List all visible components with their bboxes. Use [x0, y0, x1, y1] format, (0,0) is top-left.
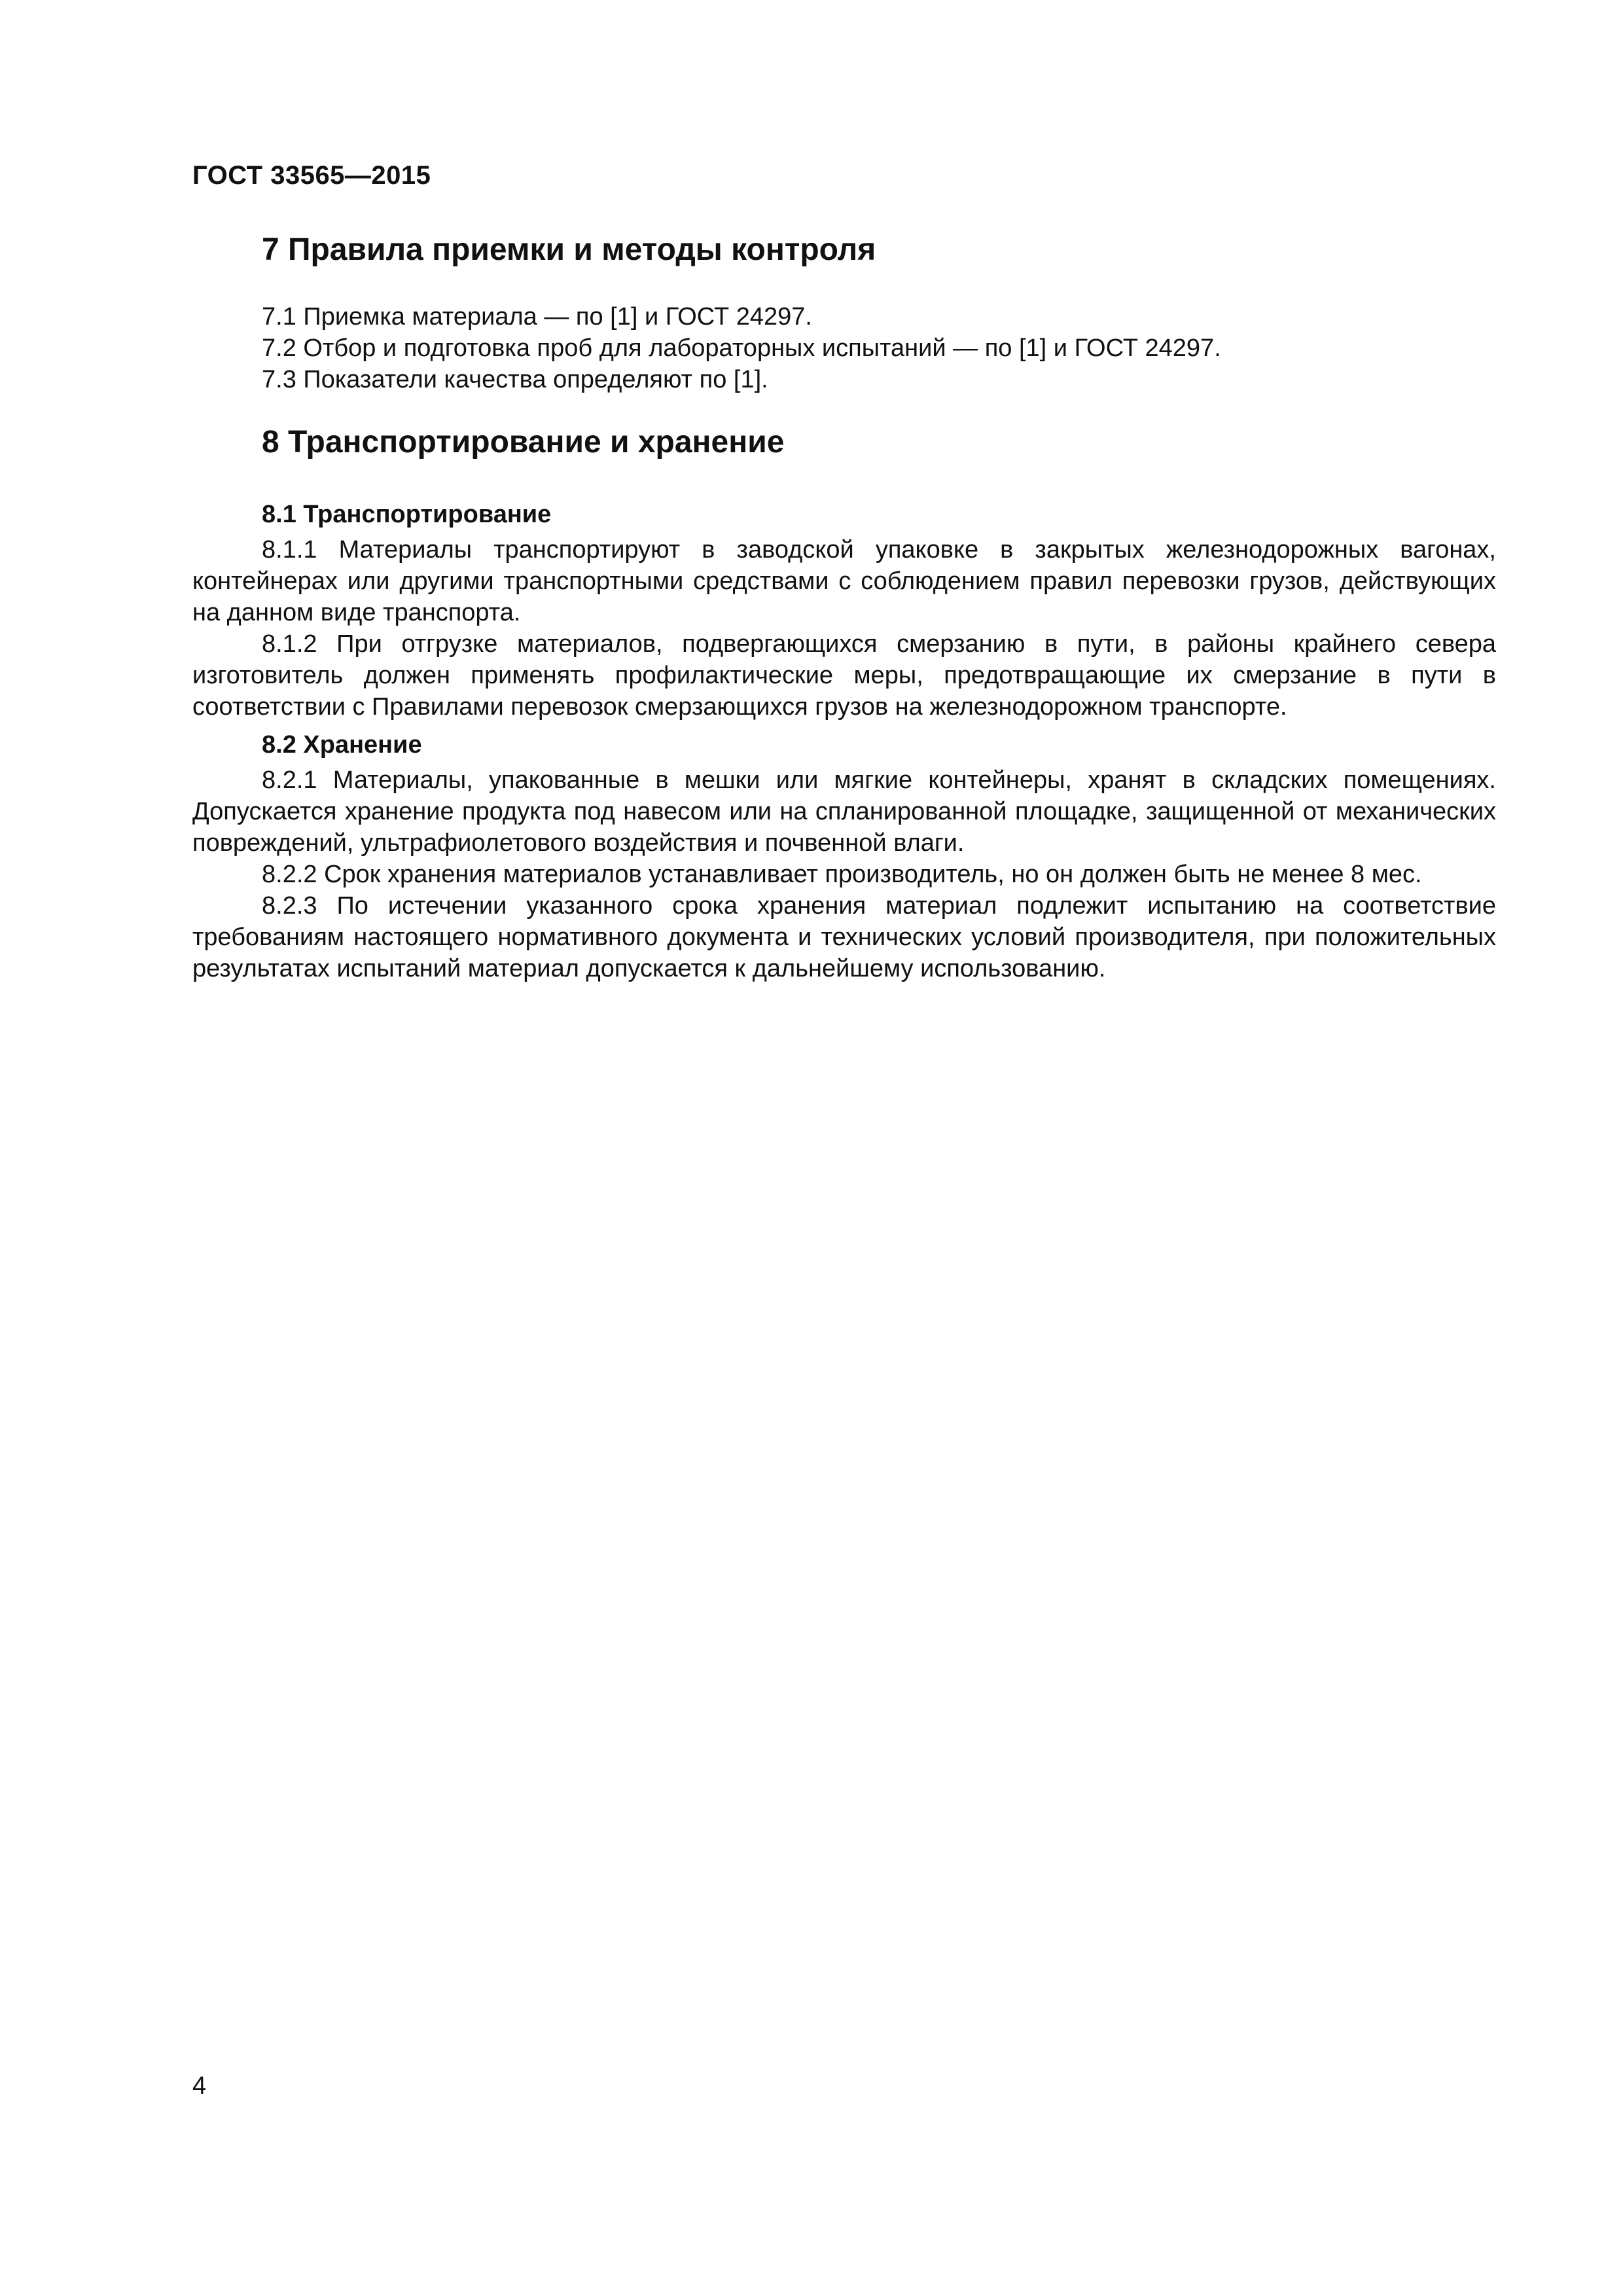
section-7-item-1: 7.1 Приемка материала — по [1] и ГОСТ 24297.: [262, 303, 812, 331]
page-number: 4: [192, 2072, 207, 2100]
paragraph-8-1-1: 8.1.1 Материалы транспортируют в заводской упаковке в закрытых железнодорожных вагонах, контейнерах или другими транспортными средствами с соблюдением правил перевозки грузов, действующих на данном виде транспорта.: [192, 536, 1496, 626]
paragraph-8-2-1: 8.2.1 Материалы, упакованные в мешки или мягкие контейнеры, хранят в складских помещениях. Допускается хранение продукта под навесом или на спланированной площадке, защищенной от механических повреждений, ультрафиолетового воздействия и почвенной влаги.: [192, 766, 1496, 857]
subsection-8-1-heading: 8.1 Транспортирование: [262, 501, 552, 528]
paragraph-8-2-3: 8.2.3 По истечении указанного срока хранения материал подлежит испытанию на соответствие требованиям настоящего нормативного документа и технических условий производителя, при положительных результатах испытаний материал допускается к дальнейшему использованию.: [192, 892, 1496, 982]
paragraph-8-2-2: 8.2.2 Срок хранения материалов устанавливает производитель, но он должен быть не менее 8 мес.: [262, 861, 1422, 888]
section-8-heading: 8 Транспортирование и хранение: [262, 425, 785, 459]
section-7-item-3: 7.3 Показатели качества определяют по [1].: [262, 366, 768, 393]
section-7-item-2: 7.2 Отбор и подготовка проб для лабораторных испытаний — по [1] и ГОСТ 24297.: [262, 334, 1221, 362]
paragraph-8-1-2: 8.1.2 При отгрузке материалов, подвергающихся смерзанию в пути, в районы крайнего севера изготовитель должен применять профилактические меры, предотвращающие их смерзание в пути в соответствии с Правилами перевозок смерзающихся грузов на железнодорожном транспорте.: [192, 630, 1496, 721]
section-7-heading: 7 Правила приемки и методы контроля: [262, 232, 876, 267]
subsection-8-2-heading: 8.2 Хранение: [262, 731, 422, 759]
document-code: ГОСТ 33565—2015: [192, 161, 431, 190]
document-body: [192, 229, 1496, 984]
